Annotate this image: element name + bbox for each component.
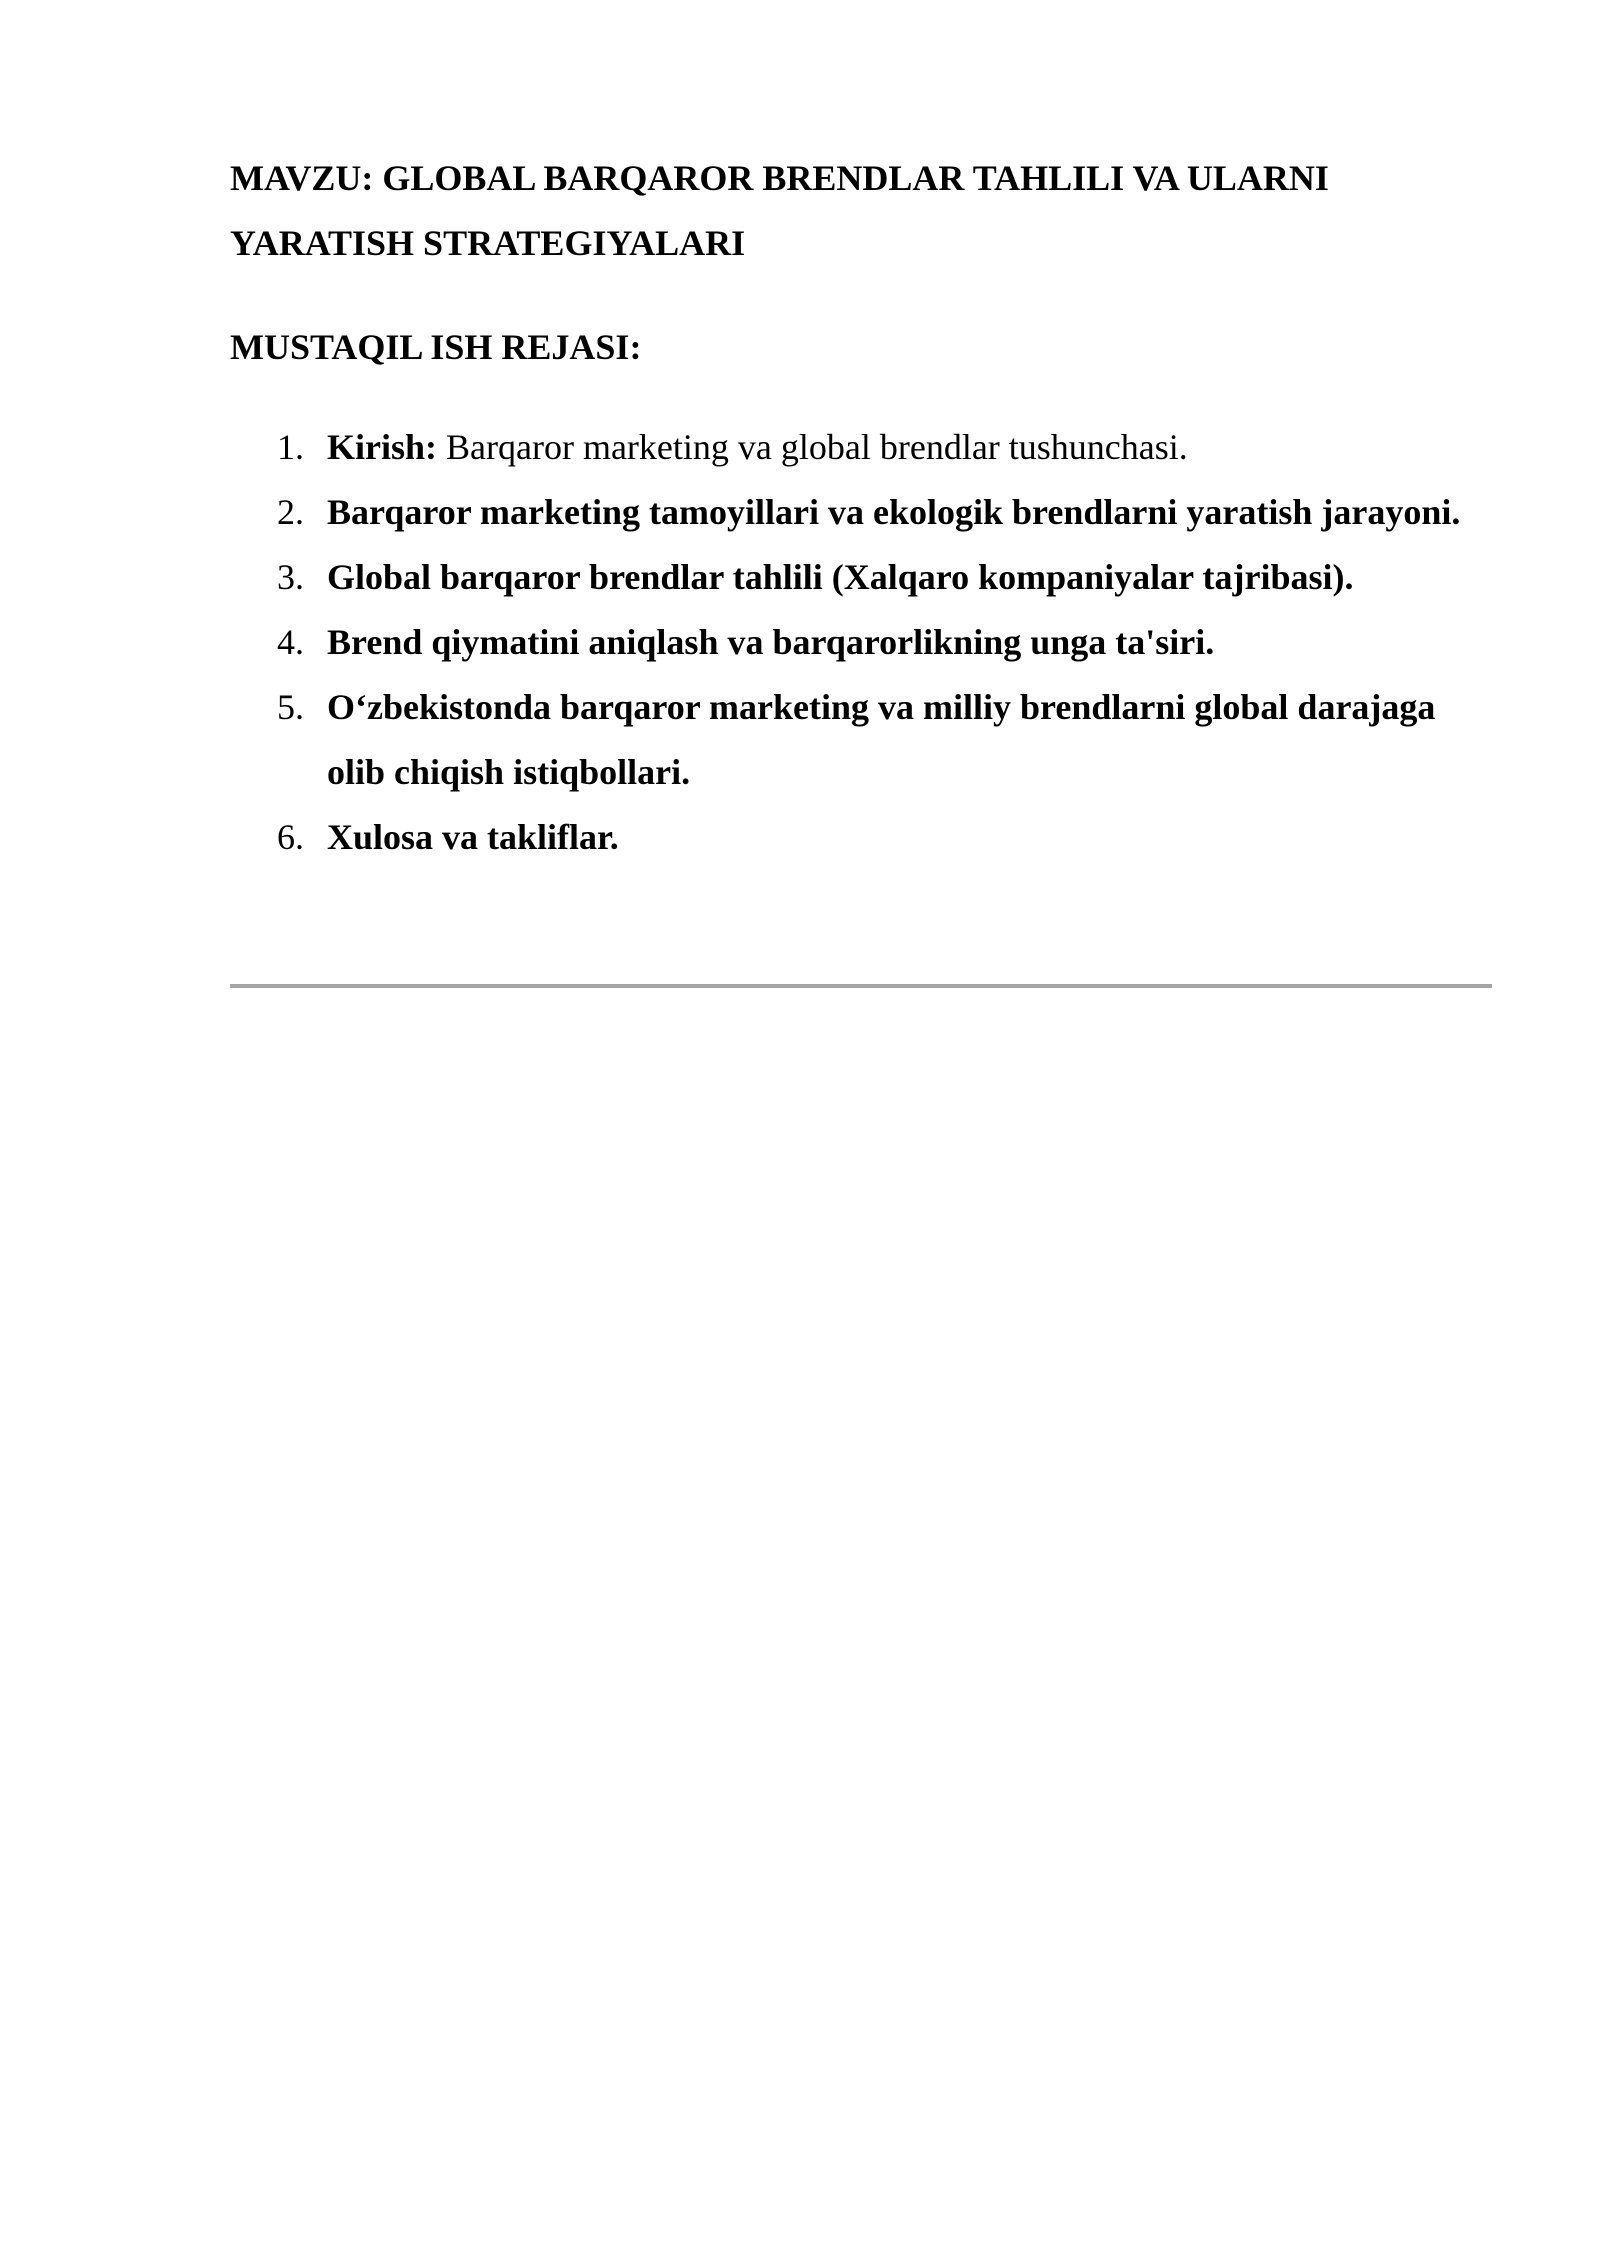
plan-item-number: 1.	[277, 427, 304, 467]
plan-item-text: Barqaror marketing va global brendlar tushunchasi.	[437, 427, 1188, 467]
plan-item-bold-text: Global barqaror brendlar tahlili (Xalqaro kompaniyalar tajribasi).	[327, 557, 1354, 597]
plan-item-number: 2.	[277, 492, 304, 532]
plan-item-bold-text: Brend qiymatini aniqlash va barqarorlikning unga ta'siri.	[327, 622, 1215, 662]
plan-item-bold-text: O‘zbekistonda barqaror marketing va milliy brendlarni global darajaga olib chiqish istiqbollari.	[327, 687, 1436, 792]
plan-item-2	[230, 480, 1480, 545]
plan-item-bold-text: Kirish:	[327, 427, 438, 467]
document-title: MAVZU: GLOBAL BARQAROR BRENDLAR TAHLILI VA ULARNI YARATISH STRATEGIYALARI	[230, 158, 1329, 263]
plan-item-number: 4.	[277, 622, 304, 662]
plan-item-number: 6.	[277, 817, 304, 857]
plan-item-number: 5.	[277, 687, 304, 727]
plan-item-5	[230, 675, 1480, 805]
plan-list	[230, 415, 1480, 870]
horizontal-divider	[230, 984, 1492, 988]
plan-item-1	[230, 415, 1480, 480]
plan-heading: MUSTAQIL ISH REJASI:	[230, 327, 642, 367]
plan-item-number: 3.	[277, 557, 304, 597]
plan-item-bold-text: Xulosa va takliflar.	[327, 817, 619, 857]
plan-item-bold-text: Barqaror marketing tamoyillari va ekologik brendlarni yaratish jarayoni.	[327, 492, 1461, 532]
plan-item-3	[230, 545, 1480, 610]
plan-item-4	[230, 610, 1480, 675]
plan-item-6	[230, 805, 1480, 870]
